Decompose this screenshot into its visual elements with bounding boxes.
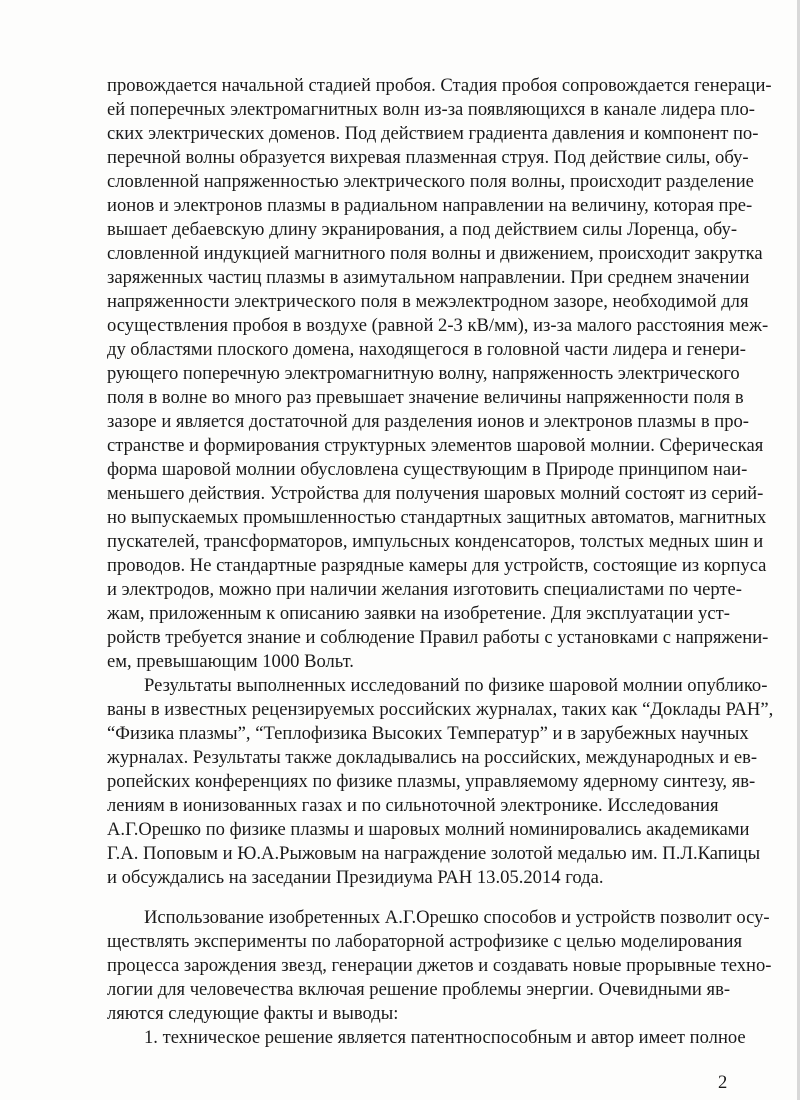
text-line: но выпускаемых промышленностью стандартных защитных автоматов, магнитных — [107, 507, 767, 528]
text-line: ществлять эксперименты по лабораторной астрофизике с целью моделирования — [107, 931, 743, 952]
text-line: ей поперечных электромагнитных волн из-за появляющихся в канале лидера пло- — [107, 99, 755, 120]
text-line: провождается начальной стадией пробоя. Стадия пробоя сопровождается генераци- — [107, 75, 772, 96]
text-line: журналах. Результаты также докладывались на российских, международных и ев- — [107, 747, 758, 768]
text-line: Результаты выполненных исследований по физике шаровой молнии опублико- — [144, 675, 768, 696]
text-line: пускателей, трансформаторов, импульсных конденсаторов, толстых медных шин и — [107, 531, 764, 552]
text-line: поля в волне во много раз превышает значение величины напряженности поля в — [107, 387, 744, 408]
text-line: словленной индукцией магнитного поля волны и движением, происходит закрутка — [107, 243, 763, 264]
text-line: лениям в ионизованных газах и по сильноточной электронике. Исследования — [107, 795, 719, 816]
list-item: 1. техническое решение является патентноспособным и автор имеет полное — [144, 1027, 746, 1048]
text-line: проводов. Не стандартные разрядные камеры для устройств, состоящие из корпуса — [107, 555, 767, 576]
text-line: форма шаровой молнии обусловлена существующим в Природе принципом наи- — [107, 459, 748, 480]
text-line: зазоре и является достаточной для разделения ионов и электронов плазмы в про- — [107, 411, 749, 432]
text-line: Использование изобретенных А.Г.Орешко способов и устройств позволит осу- — [144, 907, 770, 928]
text-line: А.Г.Орешко по физике плазмы и шаровых молний номинировались академиками — [107, 819, 750, 840]
text-line: “Физика плазмы”, “Теплофизика Высоких Температур” и в зарубежных научных — [107, 723, 749, 744]
text-line: заряженных частиц плазмы в азимутальном направлении. При среднем значении — [107, 267, 750, 288]
text-line: словленной напряженностью электрического поля волны, происходит разделение — [107, 171, 754, 192]
text-line: ем, превышающим 1000 Вольт. — [107, 651, 354, 672]
text-line: ропейских конференциях по физике плазмы, управляемому ядерному синтезу, яв- — [107, 771, 756, 792]
page-number: 2 — [718, 1072, 728, 1093]
text-line: Г.А. Поповым и Ю.А.Рыжовым на награждение золотой медалью им. П.Л.Капицы — [107, 843, 761, 864]
text-line: процесса зарождения звезд, генерации джетов и создавать новые прорывные техно- — [107, 955, 772, 976]
text-line: ройств требуется знание и соблюдение Правил работы с установками с напряжени- — [107, 627, 769, 648]
text-line: ваны в известных рецензируемых российских журналах, таких как “Доклады РАН”, — [107, 699, 774, 720]
text-line: и электродов, можно при наличии желания изготовить специалистами по черте- — [107, 579, 743, 600]
text-line: меньшего действия. Устройства для получения шаровых молний состоят из серий- — [107, 483, 764, 504]
text-line: рующего поперечную электромагнитную волну, напряженность электрического — [107, 363, 740, 384]
text-line: ляются следующие факты и выводы: — [107, 1003, 399, 1024]
text-line: и обсуждались на заседании Президиума РАН 13.05.2014 года. — [107, 867, 604, 888]
text-line: жам, приложенным к описанию заявки на изобретение. Для эксплуатации уст- — [107, 603, 730, 624]
text-line: осуществления пробоя в воздухе (равной 2-3 кВ/мм), из-за малого расстояния меж- — [107, 315, 769, 336]
text-line: напряженности электрического поля в межэлектродном зазоре, необходимой для — [107, 291, 749, 312]
text-line: ионов и электронов плазмы в радиальном направлении на величину, которая пре- — [107, 195, 753, 216]
text-line: ду областями плоского домена, находящегося в головной части лидера и генери- — [107, 339, 746, 360]
text-line: вышает дебаевскую длину экранирования, а под действием силы Лоренца, обу- — [107, 219, 738, 240]
text-line: ских электрических доменов. Под действием градиента давления и компонент по- — [107, 123, 759, 144]
text-line: перечной волны образуется вихревая плазменная струя. Под действие силы, обу- — [107, 147, 749, 168]
text-line: логии для человечества включая решение проблемы энергии. Очевидными яв- — [107, 979, 731, 1000]
text-line: странстве и формирования структурных элементов шаровой молнии. Сферическая — [107, 435, 764, 456]
